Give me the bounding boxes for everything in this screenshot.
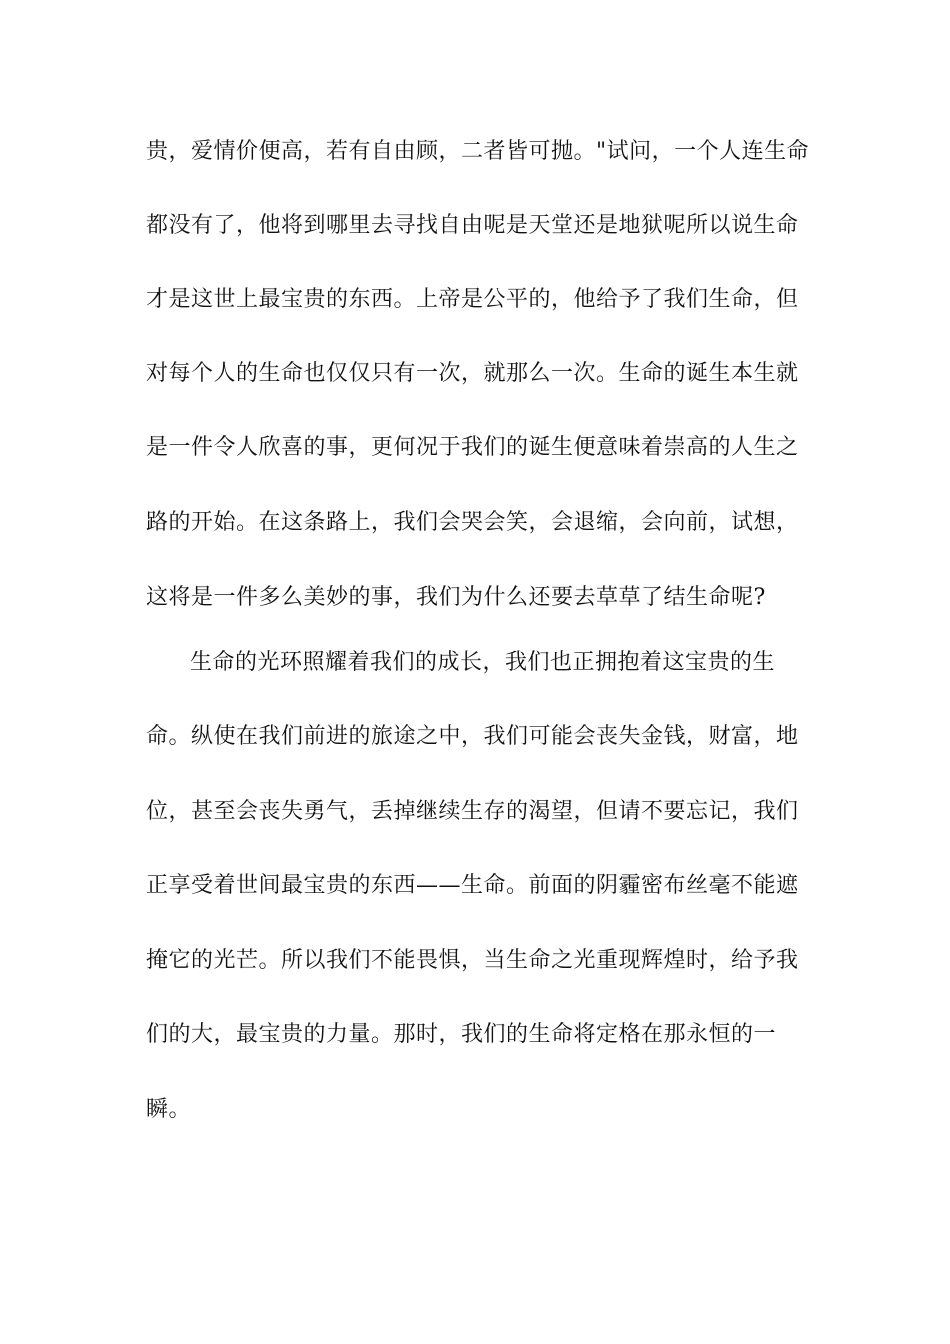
- text-line: 正享受着世间最宝贵的东西——生命。前面的阴霾密布丝毫不能遮: [146, 873, 799, 898]
- text-line: 瞬。: [146, 1097, 192, 1122]
- text-line: 命。纵使在我们前进的旅途之中，我们可能会丧失金钱，财富，地: [146, 724, 799, 749]
- text-line: 都没有了，他将到哪里去寻找自由呢是天堂还是地狱呢所以说生命: [146, 213, 799, 238]
- text-line: 这将是一件多么美妙的事，我们为什么还要去草草了结生命呢?: [146, 585, 766, 610]
- text-line: 路的开始。在这条路上，我们会哭会笑，会退缩，会向前，试想，: [146, 510, 799, 535]
- text-line: 对每个人的生命也仅仅只有一次，就那么一次。生命的诞生本生就: [146, 361, 799, 386]
- text-line: 贵，爱情价便高，若有自由顾，二者皆可抛。"试问，一个人连生命: [146, 139, 810, 164]
- text-line: 是一件令人欣喜的事，更何况于我们的诞生便意味着崇高的人生之: [146, 435, 799, 460]
- text-line: 位，甚至会丧失勇气，丢掉继续生存的渴望，但请不要忘记，我们: [146, 799, 799, 824]
- text-line: 才是这世上最宝贵的东西。上帝是公平的，他给予了我们生命，但: [146, 287, 799, 312]
- paragraph-first-line: 生命的光环照耀着我们的成长，我们也正拥抱着这宝贵的生: [190, 650, 776, 675]
- text-line: 们的大，最宝贵的力量。那时，我们的生命将定格在那永恒的一: [146, 1022, 777, 1047]
- text-line: 掩它的光芒。所以我们不能畏惧，当生命之光重现辉煌时，给予我: [146, 948, 799, 973]
